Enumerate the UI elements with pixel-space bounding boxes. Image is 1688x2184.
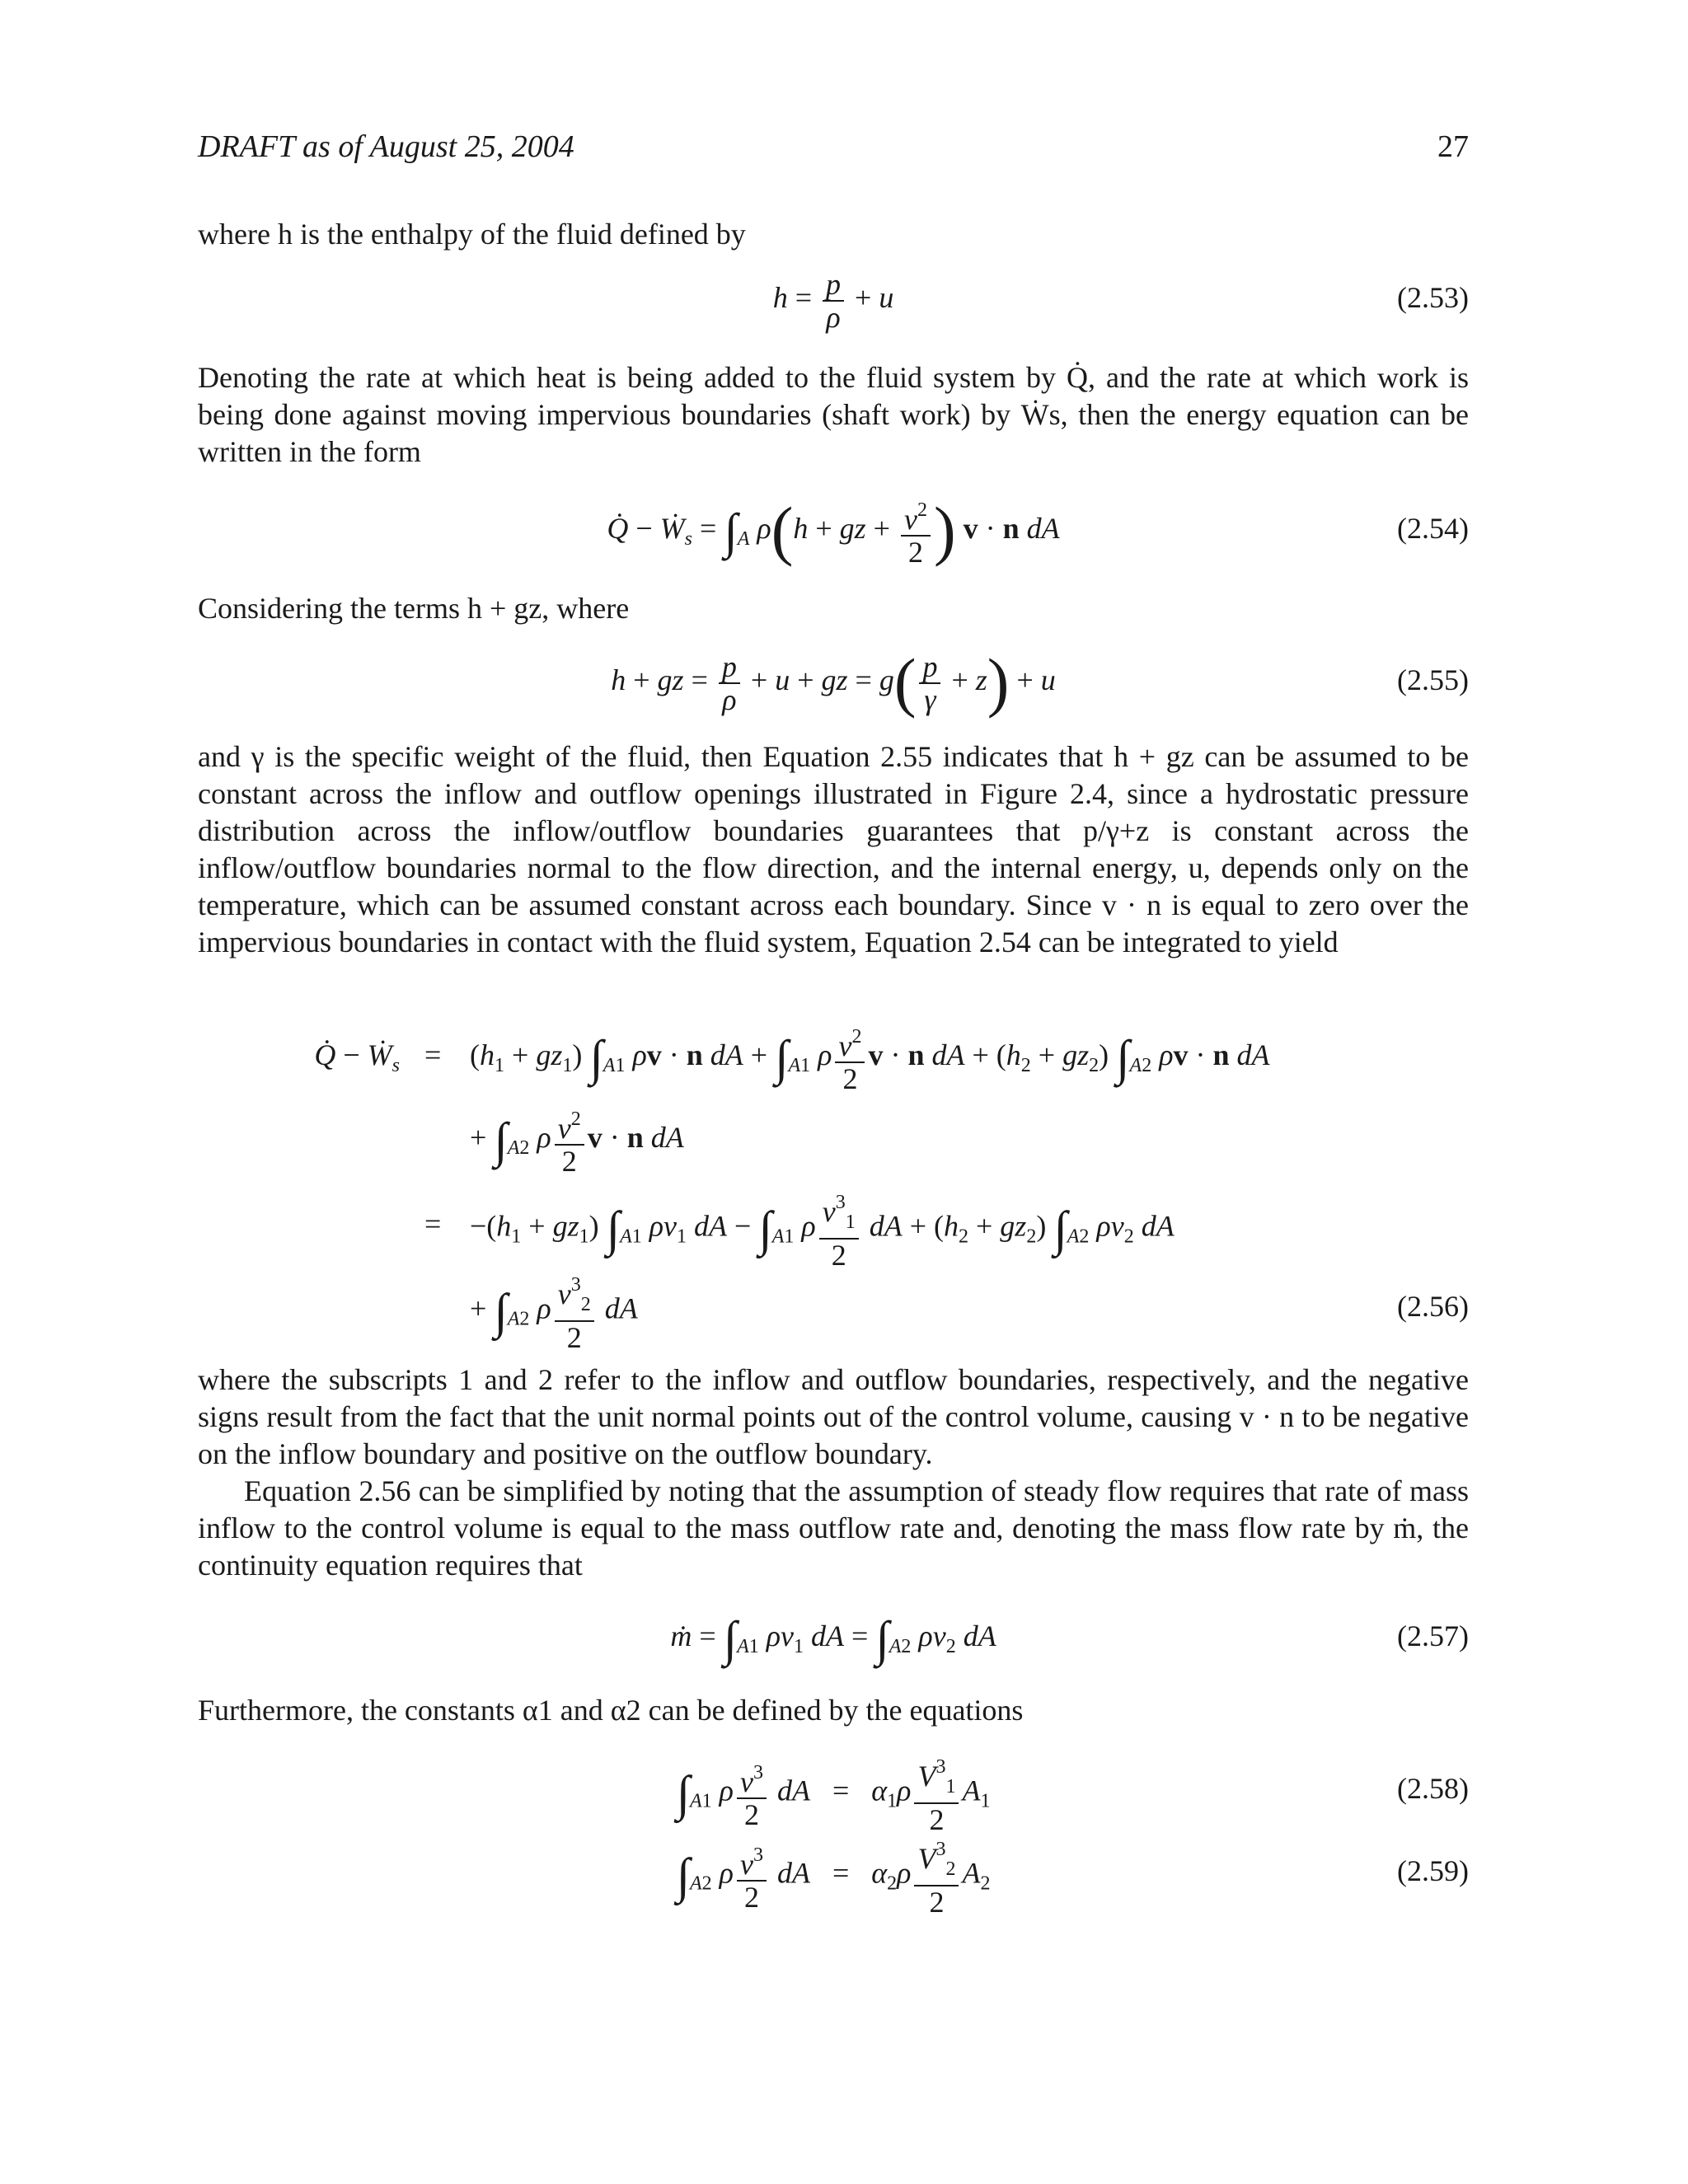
equation-2-54-number: (2.54): [1397, 512, 1469, 545]
equation-2-58-number: (2.58): [1397, 1772, 1469, 1805]
equation-2-54-math: Q̇ − Ẇ$_s$ = $\int_A$ ρ(h + gz + $\frac{v^2}{2}$ ) v · n dA: [607, 494, 1060, 569]
paragraph-subscripts: where the subscripts 1 and 2 refer to the inflow and outflow boundaries, respectively, and the negative signs result from the fact that the unit normal points out of the control volume, causing v · n to be negative on the inflow boundary and positive on the outflow boundary.: [198, 1363, 1469, 1470]
document-page: DRAFT as of August 25, 2004 27 where h is the enthalpy of the fluid defined by h = $\frac{p}{\rho}$ + u (2.53) Denoting the rate at which heat is being added to the fluid system by Q̇, and the rate at which work is being done against moving impervious boundaries (shaft work) by Ẇs, then the energy equation can be written in the form Q̇ − Ẇ$_s$ = $\int_A$ ρ(h + gz + $\frac{v^2}{2}$ ) v · n dA (2.54) Considering the terms h + gz, where h + gz = $\frac{p}{\rho}$ + u + gz = g( $\frac{p}{\gamma}$ + z) + u (2.55) and γ is the specific weight of the fluid, then Equation 2.55 indicates that h + gz can be assumed to be constant across the inflow and outflow openings illustrated in Figure 2.4, since a hydrostatic pressure distribution across the inflow/outflow boundaries guarantees that p/γ+z is constant across the inflow/outflow boundaries normal to the flow direction, and the internal energy, u, depends only on the temperature, which can be assumed constant across each boundary. Since v · n is equal to zero over the impervious boundaries in contact with the fluid system, Equation 2.54 can be integrated to yield Q̇ − Ẇ$_s$ = $(h_1 + gz_1)$ $\int_{A1}$ ρv · n dA + $\int_{A1}$ ρ $\frac{v^2}{2}$ v · n dA + $(h_2 + gz_2)$ $\int_{A2}$ ρv · n dA + $\int_{A2}$ ρ $\frac{v^2}{2}$ v · n dA = $-(h_1 + gz_1)$ $\int_{A1}$ $\rho v_1$ dA − $\int_{A1}$ ρ $\frac{v^3_1}{2}$ dA + $(h_2 + gz_2)$ $\int_{A2}$ $\rho v_2$ dA + $\int_{A2}$ ρ $\frac{v^3_2}{2}$ dA (2.56) where the subscripts 1 and 2 refer to the inflow and outflow boundaries, respectively, and the negative signs result from the fact that the unit normal points out of the control volume, causing v · n to be negative on the inflow boundary and positive on the outflow boundary. Equation 2.56 can be simplified by noting that the assumption of steady flow requires that rate of mass inflow to the control volume is equal to the mass outflow rate and, denoting the mass flow rate by ṁ, the continuity equation requires that ṁ = $\int_{A1}$ $\rho v_1$ dA = $\int_{A2}$ $\rho v_2$ dA (2.57) Furthermore, the constants α1 and α2 can be defined by the equations $\int_{A1}$ ρ $\frac{v^3}{2}$ dA = $\alpha_1\rho$ $\frac{V^3_1}{2}$ $A_1$ (2.58) $\int_{A2}$ ρ $\frac{v^3}{2}$ dA = $\alpha_2\rho$ $\frac{V^3_2}{2}$ $A_2$ (2.59): [0, 0, 1688, 2184]
equation-2-55: [198, 643, 1469, 717]
equation-2-59-number: (2.59): [1397, 1854, 1469, 1887]
equation-2-54: [198, 491, 1469, 569]
running-title: DRAFT as of August 25, 2004: [198, 129, 574, 164]
equation-2-55-math: h + gz = $\frac{p}{\rho}$ + u + gz = g( $\frac{p}{\gamma}$ + z) + u: [611, 646, 1056, 719]
equation-2-53: [198, 260, 1469, 335]
paragraph-energy-definition: Denoting the rate at which heat is being added to the fluid system by Q̇, and the rate at which work is being done against moving impervious boundaries (shaft work) by Ẇs, then the energy equation can be written in the form: [198, 361, 1469, 468]
paragraph-considering-terms: Considering the terms h + gz, where: [198, 592, 630, 625]
paragraph-steady-flow: Equation 2.56 can be simplified by noting that the assumption of steady flow requires that rate of mass inflow to the control volume is equal to the mass outflow rate and, denoting the mass flow rate by ṁ, the continuity equation requires that: [198, 1474, 1469, 1582]
paragraph-alpha-definition: Furthermore, the constants α1 and α2 can be defined by the equations: [198, 1694, 1024, 1727]
paragraph-enthalpy-intro: where h is the enthalpy of the fluid defined by: [198, 218, 746, 251]
paragraph-hydrostatic-argument: and γ is the specific weight of the fluid, then Equation 2.55 indicates that h + gz can be assumed to be constant across the inflow and outflow openings illustrated in Figure 2.4, since a hydrostatic pressure distribution across the inflow/outflow boundaries guarantees that p/γ+z is constant across the inflow/outflow boundaries normal to the flow direction, and the internal energy, u, depends only on the temperature, which can be assumed constant across each boundary. Since v · n is equal to zero over the impervious boundaries in contact with the fluid system, Equation 2.54 can be integrated to yield: [198, 740, 1469, 958]
equation-2-58-math: $\int_{A1}$ ρ $\frac{v^3}{2}$ dA = $\alpha_1\rho$ $\frac{V^3_1}{2}$ $A_1$: [198, 1751, 1469, 1838]
equation-2-57-math: ṁ = $\int_{A1}$ $\rho v_1$ dA = $\int_{A2}$ $\rho v_2$ dA: [670, 1611, 996, 1666]
equation-2-56-number: (2.56): [1397, 1290, 1469, 1323]
equation-2-59-math: $\int_{A2}$ ρ $\frac{v^3}{2}$ dA = $\alpha_2\rho$ $\frac{V^3_2}{2}$ $A_2$: [198, 1834, 1469, 1920]
page-number: 27: [1437, 129, 1469, 164]
equation-2-59: [198, 1834, 1469, 1919]
equation-2-58: [198, 1751, 1469, 1836]
equation-2-53-math: h = $\frac{p}{\rho}$ + u: [772, 267, 894, 334]
equation-2-57-number: (2.57): [1397, 1619, 1469, 1652]
equation-2-57: [198, 1599, 1469, 1673]
equation-2-55-number: (2.55): [1397, 663, 1469, 696]
equation-2-53-number: (2.53): [1397, 281, 1469, 314]
